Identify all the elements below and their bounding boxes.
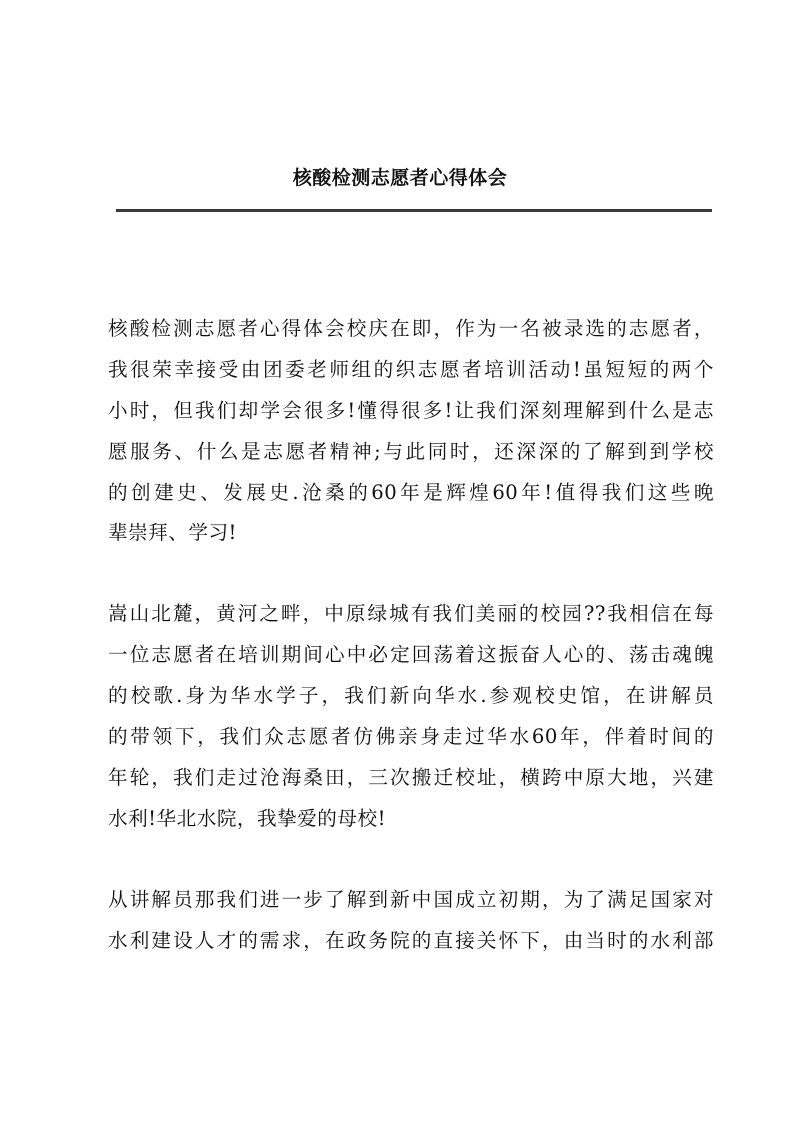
paragraph-1 (108, 309, 714, 554)
text-line: 的创建史、发展史.沧桑的60年是辉煌60年!值得我们这些晚 (108, 480, 714, 504)
text-line: 一位志愿者在培训期间心中必定回荡着这振奋人心的、荡击魂魄 (108, 643, 714, 667)
paragraph-3 (108, 880, 714, 962)
text-line: 水利建设人才的需求，在政务院的直接关怀下，由当时的水利部 (108, 928, 714, 952)
text-line: 核酸检测志愿者心得体会校庆在即，作为一名被录选的志愿者， (108, 317, 714, 340)
text-line: 小时，但我们却学会很多!懂得很多!让我们深刻理解到什么是志 (108, 398, 714, 422)
text-line: 愿服务、什么是志愿者精神;与此同时，还深深的了解到到学校 (108, 439, 714, 463)
text-line: 年轮，我们走过沧海桑田，三次搬迁校址，横跨中原大地，兴建 (108, 765, 714, 789)
document-title: 核酸检测志愿者心得体会 (292, 167, 508, 189)
paragraph-2 (108, 594, 714, 839)
text-line: 我很荣幸接受由团委老师组的织志愿者培训活动!虽短短的两个 (108, 357, 714, 381)
document-body (108, 309, 714, 1001)
title-divider (116, 209, 712, 212)
text-line: 的带领下，我们众志愿者仿佛亲身走过华水60年，伴着时间的 (108, 725, 714, 749)
text-line: 辈崇拜、学习! (108, 521, 237, 545)
text-line: 的校歌.身为华水学子，我们新向华水.参观校史馆，在讲解员 (108, 684, 714, 708)
text-line: 水利!华北水院，我挚爱的母校! (108, 806, 386, 830)
text-line: 从讲解员那我们进一步了解到新中国成立初期，为了满足国家对 (108, 887, 714, 911)
text-line: 嵩山北麓，黄河之畔，中原绿城有我们美丽的校园??我相信在每 (108, 602, 714, 626)
